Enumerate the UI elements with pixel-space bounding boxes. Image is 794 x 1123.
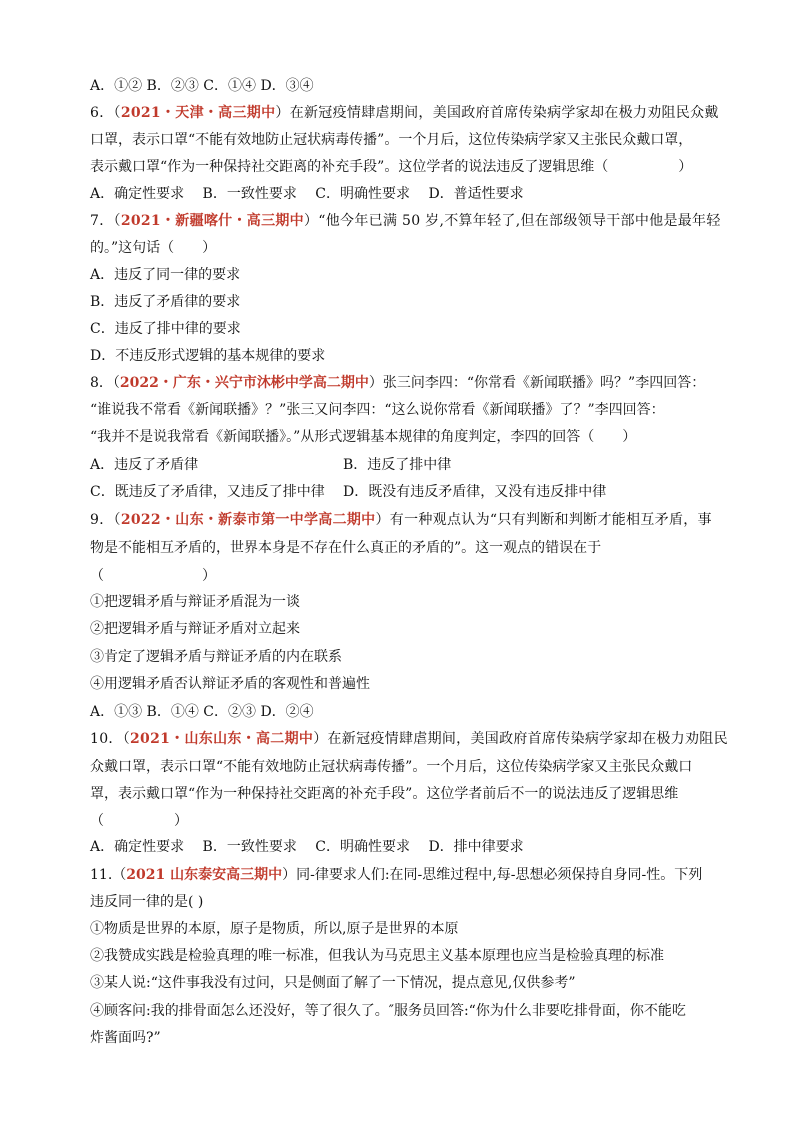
q11-stem-line-1 [90, 866, 702, 884]
q10-stem-line-3: 罩，表示戴口罩“作为一种保持社交距离的补充手段”。这位学者前后不一的说法违反了逻辑思维 [90, 786, 679, 802]
q8-stem-line-1 [90, 374, 705, 392]
q11-stem-line-2: 违反同一律的是( ) [90, 894, 204, 910]
q10-answer-options: A．确定性要求 B．一致性要求 C．明确性要求 D．排中律要求 [90, 839, 524, 855]
q8-option-b: B．违反了排中律 [343, 457, 452, 473]
q6-answer-options: A．确定性要求 B．一致性要求 C．明确性要求 D．普适性要求 [90, 186, 524, 202]
q11-statement-4-continued: 炸酱面吗?” [90, 1030, 161, 1046]
q11-statement-1: ①物质是世界的本原，原子是物质，所以,原子是世界的本原 [90, 921, 459, 937]
q8-option-c: C．既违反了矛盾律，又违反了排中律 [90, 484, 325, 500]
q6-stem-line-1 [90, 104, 719, 122]
q8-number: 8．（ [90, 375, 120, 391]
q7-number: 7．（ [90, 213, 121, 229]
q10-source-tag: 2021・山东山东・高二期中 [130, 731, 314, 747]
q9-statement-2: ②把逻辑矛盾与辩证矛盾对立起来 [90, 621, 300, 637]
q9-stem-line-1 [90, 511, 712, 529]
q11-statement-3: ③某人说:“这件事我没有过问，只是侧面了解了一下情况，提点意见,仅供参考” [90, 975, 576, 991]
q7-stem-line-1 [90, 212, 721, 230]
q6-stem-line-3: 表示戴口罩“作为一种保持社交距离的补充手段”。这位学者的说法违反了逻辑思维（ ） [90, 159, 693, 175]
q6-source-tag: 2021・天津・高三期中 [120, 105, 276, 121]
q6-stem-text: ）在新冠疫情肆虐期间，美国政府首席传染病学家却在极力劝阻民众戴 [275, 105, 719, 121]
q10-stem-line-2: 众戴口罩，表示口罩“不能有效地防止冠状病毒传播”。一个月后，这位传染病学家又主张民众戴口 [90, 759, 693, 775]
q6-number: 6．（ [90, 105, 121, 121]
q7-option-a: A．违反了同一律的要求 [90, 267, 241, 283]
q9-stem-line-3: （ ） [90, 568, 216, 584]
q8-stem-line-2: “谁说我不常看《新闻联播》？”张三又问李四：“这么说你常看《新闻联播》了？”李四回答： [90, 402, 665, 418]
q9-statement-3: ③肯定了逻辑矛盾与辩证矛盾的内在联系 [90, 649, 342, 665]
q8-source-tag: 2022・广东・兴宁市沐彬中学高二期中 [119, 375, 369, 391]
q7-stem-line-2: 的。”这句话（ ） [90, 240, 217, 256]
q9-stem-line-2: 物是不能相互矛盾的，世界本身是不存在什么真正的矛盾的”。这一观点的错误在于 [90, 540, 602, 556]
q9-statement-1: ①把逻辑矛盾与辩证矛盾混为一谈 [90, 594, 300, 610]
q5-answer-options: A．①② B．②③ C．①④ D．③④ [90, 78, 314, 94]
q10-stem-line-4: （ ） [90, 813, 188, 829]
q11-number: 11.（ [90, 867, 127, 883]
q11-statement-4: ④顾客问:我的排骨面怎么还没好，等了很久了。″服务员回答:“你为什么非要吃排骨面，你不能吃 [90, 1003, 686, 1019]
q10-number: 10．（ [90, 731, 131, 747]
q8-stem-text: ）张三问李四：“你常看《新闻联播》吗？”李四回答： [368, 375, 706, 391]
q8-stem-line-3: “我并不是说我常看《新闻联播》。”从形式逻辑基本规律的角度判定，李四的回答（ ） [90, 429, 637, 445]
q9-source-tag: 2022・山东・新泰市第一中学高二期中 [120, 512, 376, 528]
q9-number: 9．（ [90, 512, 121, 528]
q9-statement-4: ④用逻辑矛盾否认辩证矛盾的客观性和普遍性 [90, 676, 370, 692]
q8-option-a: A．违反了矛盾律 [90, 457, 199, 473]
q11-statement-2: ②我赞成实践是检验真理的唯一标准，但我认为马克思主义基本原理也应当是检验真理的标准 [90, 948, 664, 964]
q7-source-tag: 2021・新疆喀什・高三期中 [120, 213, 304, 229]
q9-stem-text: ）有一种观点认为“只有判断和判断才能相互矛盾，事 [375, 512, 712, 528]
q10-stem-text: ）在新冠疫情肆虐期间，美国政府首席传染病学家却在极力劝阻民 [313, 731, 728, 747]
q7-stem-text: ）“他今年已满 50 岁,不算年轻了,但在部级领导干部中他是最年轻 [303, 213, 721, 229]
q11-source-tag: 2021 山东泰安高三期中 [126, 867, 283, 883]
q6-stem-line-2: 口罩，表示口罩“不能有效地防止冠状病毒传播”。一个月后，这位传染病学家又主张民众戴口罩， [90, 132, 693, 148]
q8-option-d: D．既没有违反矛盾律，又没有违反排中律 [343, 484, 607, 500]
q11-stem-text: ）同-律要求人们:在同-思维过程中,每-思想必须保持自身同-性。下列 [282, 867, 703, 883]
q7-option-d: D．不违反形式逻辑的基本规律的要求 [90, 348, 326, 364]
q7-option-b: B．违反了矛盾律的要求 [90, 294, 241, 310]
q7-option-c: C．违反了排中律的要求 [90, 321, 241, 337]
q9-answer-options: A．①③ B．①④ C．②③ D．②④ [90, 704, 314, 720]
q10-stem-line-1 [90, 730, 728, 748]
